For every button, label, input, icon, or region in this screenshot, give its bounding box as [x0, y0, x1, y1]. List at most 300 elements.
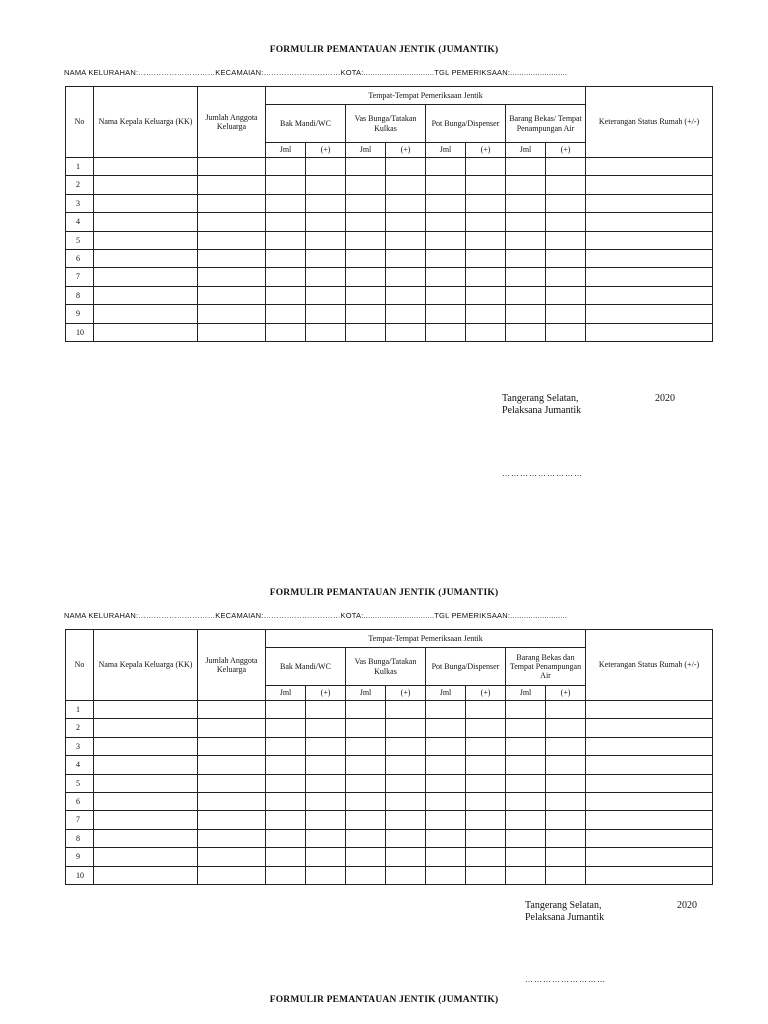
entry-cell[interactable]	[586, 756, 713, 774]
table-row	[66, 158, 713, 176]
table-row	[66, 231, 713, 249]
entry-cell[interactable]	[546, 158, 586, 176]
entry-cell[interactable]	[306, 176, 346, 194]
entry-cell[interactable]	[386, 701, 426, 719]
entry-cell[interactable]	[546, 792, 586, 810]
entry-cell[interactable]	[586, 737, 713, 755]
header-nama-kk: Nama Kepala Keluarga (KK)	[94, 87, 198, 158]
row-number: 9	[66, 305, 94, 323]
row-number: 7	[66, 811, 94, 829]
entry-cell[interactable]	[426, 792, 466, 810]
signature-role: Pelaksana Jumantik	[502, 405, 582, 416]
entry-cell[interactable]	[266, 756, 306, 774]
entry-cell[interactable]	[306, 866, 346, 884]
header-positive: (+)	[466, 143, 506, 158]
entry-cell[interactable]	[306, 756, 346, 774]
entry-cell[interactable]	[198, 268, 266, 286]
entry-cell[interactable]	[198, 286, 266, 304]
entry-cell[interactable]	[386, 829, 426, 847]
row-number: 8	[66, 829, 94, 847]
entry-cell[interactable]	[506, 158, 546, 176]
header-jumlah-anggota: Jumlah Anggota Keluarga	[198, 87, 266, 158]
entry-cell[interactable]	[586, 701, 713, 719]
entry-cell[interactable]	[586, 231, 713, 249]
entry-cell[interactable]	[198, 158, 266, 176]
entry-cell[interactable]	[266, 249, 306, 267]
entry-cell[interactable]	[198, 719, 266, 737]
table-row	[66, 774, 713, 792]
header-positive: (+)	[546, 143, 586, 158]
table-row	[66, 323, 713, 341]
header-no: No	[66, 87, 94, 158]
entry-cell[interactable]	[586, 305, 713, 323]
entry-cell[interactable]	[466, 158, 506, 176]
header-jml: Jml	[506, 143, 546, 158]
entry-cell[interactable]	[546, 701, 586, 719]
row-number: 10	[66, 323, 94, 341]
row-number: 7	[66, 268, 94, 286]
entry-cell[interactable]	[426, 286, 466, 304]
header-jumlah-anggota: Jumlah Anggota Keluarga	[198, 630, 266, 701]
entry-cell[interactable]	[266, 305, 306, 323]
entry-cell[interactable]	[426, 756, 466, 774]
entry-cell[interactable]	[466, 719, 506, 737]
entry-cell[interactable]	[198, 774, 266, 792]
inspection-table	[65, 86, 713, 342]
form-meta-line: NAMA KELURAHAN:…………………………KECAMAIAN:…………………………KOTA:...............................TGL PEMERIKSAAN:.........................	[64, 611, 568, 620]
entry-cell[interactable]	[546, 829, 586, 847]
entry-cell[interactable]	[94, 829, 198, 847]
entry-cell[interactable]	[466, 774, 506, 792]
entry-cell[interactable]	[426, 194, 466, 212]
entry-cell[interactable]	[506, 719, 546, 737]
table-row	[66, 829, 713, 847]
entry-cell[interactable]	[346, 323, 386, 341]
entry-cell[interactable]	[346, 866, 386, 884]
entry-cell[interactable]	[266, 866, 306, 884]
entry-cell[interactable]	[586, 323, 713, 341]
entry-cell[interactable]	[346, 719, 386, 737]
entry-cell[interactable]	[94, 811, 198, 829]
entry-cell[interactable]	[426, 176, 466, 194]
entry-cell[interactable]	[466, 792, 506, 810]
row-number: 2	[66, 719, 94, 737]
header-positive: (+)	[546, 686, 586, 701]
row-number: 10	[66, 866, 94, 884]
entry-cell[interactable]	[466, 213, 506, 231]
entry-cell[interactable]	[426, 323, 466, 341]
entry-cell[interactable]	[386, 737, 426, 755]
entry-cell[interactable]	[506, 194, 546, 212]
entry-cell[interactable]	[506, 305, 546, 323]
entry-cell[interactable]	[346, 811, 386, 829]
entry-cell[interactable]	[306, 737, 346, 755]
entry-cell[interactable]	[466, 268, 506, 286]
entry-cell[interactable]	[94, 268, 198, 286]
entry-cell[interactable]	[466, 249, 506, 267]
table-row	[66, 213, 713, 231]
entry-cell[interactable]	[198, 176, 266, 194]
entry-cell[interactable]	[546, 286, 586, 304]
table-row	[66, 249, 713, 267]
signature-line: ………………………	[525, 975, 606, 984]
entry-cell[interactable]	[386, 249, 426, 267]
header-jml: Jml	[506, 686, 546, 701]
entry-cell[interactable]	[506, 213, 546, 231]
entry-cell[interactable]	[386, 305, 426, 323]
entry-cell[interactable]	[306, 323, 346, 341]
entry-cell[interactable]	[306, 231, 346, 249]
entry-cell[interactable]	[198, 829, 266, 847]
entry-cell[interactable]	[586, 792, 713, 810]
row-number: 4	[66, 213, 94, 231]
entry-cell[interactable]	[94, 231, 198, 249]
table-row	[66, 194, 713, 212]
entry-cell[interactable]	[546, 866, 586, 884]
entry-cell[interactable]	[94, 176, 198, 194]
header-barang-bekas: Barang Bekas dan Tempat Penampungan Air	[506, 648, 586, 686]
entry-cell[interactable]	[94, 737, 198, 755]
entry-cell[interactable]	[94, 719, 198, 737]
entry-cell[interactable]	[346, 249, 386, 267]
table-row	[66, 737, 713, 755]
form-body	[66, 701, 713, 885]
entry-cell[interactable]	[546, 249, 586, 267]
entry-cell[interactable]	[426, 848, 466, 866]
entry-cell[interactable]	[386, 848, 426, 866]
entry-cell[interactable]	[198, 231, 266, 249]
table-row	[66, 286, 713, 304]
entry-cell[interactable]	[386, 756, 426, 774]
entry-cell[interactable]	[386, 866, 426, 884]
header-pot-bunga: Pot Bunga/Dispenser	[426, 105, 506, 143]
entry-cell[interactable]	[94, 158, 198, 176]
entry-cell[interactable]	[346, 774, 386, 792]
entry-cell[interactable]	[426, 866, 466, 884]
entry-cell[interactable]	[266, 268, 306, 286]
entry-cell[interactable]	[506, 323, 546, 341]
entry-cell[interactable]	[426, 829, 466, 847]
entry-cell[interactable]	[94, 848, 198, 866]
header-vas-bunga: Vas Bunga/Tatakan Kulkas	[346, 105, 426, 143]
entry-cell[interactable]	[346, 194, 386, 212]
header-no: No	[66, 630, 94, 701]
entry-cell[interactable]	[586, 176, 713, 194]
header-keterangan: Keterangan Status Rumah (+/-)	[586, 630, 713, 701]
entry-cell[interactable]	[346, 268, 386, 286]
entry-cell[interactable]	[386, 719, 426, 737]
entry-cell[interactable]	[386, 286, 426, 304]
entry-cell[interactable]	[306, 249, 346, 267]
entry-cell[interactable]	[546, 213, 586, 231]
entry-cell[interactable]	[466, 756, 506, 774]
entry-cell[interactable]	[306, 213, 346, 231]
entry-cell[interactable]	[94, 249, 198, 267]
entry-cell[interactable]	[306, 829, 346, 847]
entry-cell[interactable]	[346, 829, 386, 847]
entry-cell[interactable]	[266, 701, 306, 719]
entry-cell[interactable]	[386, 158, 426, 176]
inspection-table	[65, 629, 713, 885]
entry-cell[interactable]	[346, 158, 386, 176]
entry-cell[interactable]	[586, 719, 713, 737]
entry-cell[interactable]	[386, 792, 426, 810]
entry-cell[interactable]	[346, 286, 386, 304]
entry-cell[interactable]	[346, 176, 386, 194]
entry-cell[interactable]	[506, 286, 546, 304]
header-vas-bunga: Vas Bunga/Tatakan Kulkas	[346, 648, 426, 686]
form-title: FORMULIR PEMANTAUAN JENTIK (JUMANTIK)	[269, 588, 499, 598]
entry-cell[interactable]	[506, 249, 546, 267]
row-number: 3	[66, 737, 94, 755]
entry-cell[interactable]	[546, 756, 586, 774]
signature-year: 2020	[655, 393, 675, 404]
entry-cell[interactable]	[386, 268, 426, 286]
header-keterangan: Keterangan Status Rumah (+/-)	[586, 87, 713, 158]
header-positive: (+)	[306, 686, 346, 701]
entry-cell[interactable]	[546, 194, 586, 212]
entry-cell[interactable]	[306, 774, 346, 792]
entry-cell[interactable]	[306, 848, 346, 866]
entry-cell[interactable]	[506, 848, 546, 866]
entry-cell[interactable]	[506, 701, 546, 719]
entry-cell[interactable]	[266, 286, 306, 304]
row-number: 3	[66, 194, 94, 212]
entry-cell[interactable]	[586, 866, 713, 884]
entry-cell[interactable]	[306, 811, 346, 829]
entry-cell[interactable]	[466, 829, 506, 847]
entry-cell[interactable]	[426, 231, 466, 249]
entry-cell[interactable]	[506, 737, 546, 755]
entry-cell[interactable]	[346, 848, 386, 866]
entry-cell[interactable]	[586, 249, 713, 267]
table-row	[66, 176, 713, 194]
entry-cell[interactable]	[546, 811, 586, 829]
entry-cell[interactable]	[94, 774, 198, 792]
entry-cell[interactable]	[266, 194, 306, 212]
entry-cell[interactable]	[586, 811, 713, 829]
entry-cell[interactable]	[466, 866, 506, 884]
entry-cell[interactable]	[386, 231, 426, 249]
entry-cell[interactable]	[198, 792, 266, 810]
row-number: 1	[66, 701, 94, 719]
entry-cell[interactable]	[586, 213, 713, 231]
entry-cell[interactable]	[586, 774, 713, 792]
header-jml: Jml	[266, 686, 306, 701]
entry-cell[interactable]	[426, 305, 466, 323]
header-nama-kk: Nama Kepala Keluarga (KK)	[94, 630, 198, 701]
entry-cell[interactable]	[546, 323, 586, 341]
row-number: 4	[66, 756, 94, 774]
entry-cell[interactable]	[466, 231, 506, 249]
entry-cell[interactable]	[546, 231, 586, 249]
header-positive: (+)	[386, 143, 426, 158]
entry-cell[interactable]	[426, 701, 466, 719]
entry-cell[interactable]	[346, 231, 386, 249]
entry-cell[interactable]	[346, 756, 386, 774]
header-tempat-pemeriksaan: Tempat-Tempat Pemeriksaan Jentik	[266, 87, 586, 105]
entry-cell[interactable]	[386, 194, 426, 212]
entry-cell[interactable]	[586, 268, 713, 286]
table-row	[66, 719, 713, 737]
entry-cell[interactable]	[94, 323, 198, 341]
entry-cell[interactable]	[198, 811, 266, 829]
table-row	[66, 811, 713, 829]
entry-cell[interactable]	[94, 701, 198, 719]
header-jml: Jml	[426, 686, 466, 701]
header-positive: (+)	[386, 686, 426, 701]
header-jml: Jml	[346, 686, 386, 701]
form-body	[66, 158, 713, 342]
header-positive: (+)	[466, 686, 506, 701]
entry-cell[interactable]	[426, 774, 466, 792]
entry-cell[interactable]	[266, 792, 306, 810]
row-number: 5	[66, 774, 94, 792]
signature-place: Tangerang Selatan,	[525, 900, 602, 911]
header-tempat-pemeriksaan: Tempat-Tempat Pemeriksaan Jentik	[266, 630, 586, 648]
entry-cell[interactable]	[306, 719, 346, 737]
entry-cell[interactable]	[466, 194, 506, 212]
row-number: 1	[66, 158, 94, 176]
entry-cell[interactable]	[266, 176, 306, 194]
entry-cell[interactable]	[266, 829, 306, 847]
entry-cell[interactable]	[426, 811, 466, 829]
entry-cell[interactable]	[346, 792, 386, 810]
entry-cell[interactable]	[426, 737, 466, 755]
entry-cell[interactable]	[386, 176, 426, 194]
entry-cell[interactable]	[306, 792, 346, 810]
entry-cell[interactable]	[94, 866, 198, 884]
entry-cell[interactable]	[266, 231, 306, 249]
entry-cell[interactable]	[586, 829, 713, 847]
entry-cell[interactable]	[426, 719, 466, 737]
entry-cell[interactable]	[506, 792, 546, 810]
entry-cell[interactable]	[506, 829, 546, 847]
row-number: 2	[66, 176, 94, 194]
entry-cell[interactable]	[266, 213, 306, 231]
form-title: FORMULIR PEMANTAUAN JENTIK (JUMANTIK)	[269, 45, 499, 55]
signature-role: Pelaksana Jumantik	[525, 912, 605, 923]
entry-cell[interactable]	[306, 268, 346, 286]
entry-cell[interactable]	[546, 719, 586, 737]
entry-cell[interactable]	[466, 176, 506, 194]
table-row	[66, 756, 713, 774]
entry-cell[interactable]	[386, 213, 426, 231]
row-number: 5	[66, 231, 94, 249]
entry-cell[interactable]	[426, 158, 466, 176]
entry-cell[interactable]	[306, 701, 346, 719]
entry-cell[interactable]	[198, 323, 266, 341]
signature-year: 2020	[677, 900, 697, 911]
entry-cell[interactable]	[198, 305, 266, 323]
entry-cell[interactable]	[466, 737, 506, 755]
entry-cell[interactable]	[506, 866, 546, 884]
entry-cell[interactable]	[426, 268, 466, 286]
entry-cell[interactable]	[426, 213, 466, 231]
entry-cell[interactable]	[466, 701, 506, 719]
entry-cell[interactable]	[266, 719, 306, 737]
entry-cell[interactable]	[546, 305, 586, 323]
entry-cell[interactable]	[506, 268, 546, 286]
entry-cell[interactable]	[506, 231, 546, 249]
entry-cell[interactable]	[346, 737, 386, 755]
entry-cell[interactable]	[346, 701, 386, 719]
entry-cell[interactable]	[386, 811, 426, 829]
table-row	[66, 305, 713, 323]
entry-cell[interactable]	[198, 756, 266, 774]
entry-cell[interactable]	[198, 737, 266, 755]
entry-cell[interactable]	[386, 323, 426, 341]
header-jml: Jml	[346, 143, 386, 158]
entry-cell[interactable]	[198, 249, 266, 267]
entry-cell[interactable]	[546, 774, 586, 792]
entry-cell[interactable]	[466, 811, 506, 829]
entry-cell[interactable]	[586, 286, 713, 304]
entry-cell[interactable]	[346, 305, 386, 323]
entry-cell[interactable]	[198, 213, 266, 231]
entry-cell[interactable]	[586, 194, 713, 212]
entry-cell[interactable]	[466, 848, 506, 866]
entry-cell[interactable]	[198, 848, 266, 866]
entry-cell[interactable]	[266, 774, 306, 792]
entry-cell[interactable]	[506, 774, 546, 792]
entry-cell[interactable]	[306, 158, 346, 176]
entry-cell[interactable]	[198, 866, 266, 884]
header-positive: (+)	[306, 143, 346, 158]
entry-cell[interactable]	[198, 194, 266, 212]
header-jml: Jml	[426, 143, 466, 158]
entry-cell[interactable]	[506, 756, 546, 774]
entry-cell[interactable]	[94, 792, 198, 810]
entry-cell[interactable]	[466, 305, 506, 323]
row-number: 6	[66, 249, 94, 267]
entry-cell[interactable]	[94, 305, 198, 323]
entry-cell[interactable]	[306, 305, 346, 323]
header-pot-bunga: Pot Bunga/Dispenser	[426, 648, 506, 686]
entry-cell[interactable]	[346, 213, 386, 231]
entry-cell[interactable]	[546, 268, 586, 286]
entry-cell[interactable]	[546, 848, 586, 866]
table-row	[66, 701, 713, 719]
entry-cell[interactable]	[546, 176, 586, 194]
entry-cell[interactable]	[466, 323, 506, 341]
entry-cell[interactable]	[506, 176, 546, 194]
entry-cell[interactable]	[266, 323, 306, 341]
entry-cell[interactable]	[306, 286, 346, 304]
entry-cell[interactable]	[306, 194, 346, 212]
entry-cell[interactable]	[94, 213, 198, 231]
entry-cell[interactable]	[506, 811, 546, 829]
form-meta-line: NAMA KELURAHAN:…………………………KECAMAIAN:…………………………KOTA:...............................TGL PEMERIKSAAN:.........................	[64, 68, 568, 77]
entry-cell[interactable]	[266, 848, 306, 866]
entry-cell[interactable]	[94, 756, 198, 774]
entry-cell[interactable]	[266, 158, 306, 176]
entry-cell[interactable]	[266, 737, 306, 755]
entry-cell[interactable]	[198, 701, 266, 719]
row-number: 6	[66, 792, 94, 810]
entry-cell[interactable]	[386, 774, 426, 792]
entry-cell[interactable]	[94, 194, 198, 212]
header-bak-mandi: Bak Mandi/WC	[266, 648, 346, 686]
entry-cell[interactable]	[546, 737, 586, 755]
entry-cell[interactable]	[94, 286, 198, 304]
signature-place: Tangerang Selatan,	[502, 393, 579, 404]
entry-cell[interactable]	[266, 811, 306, 829]
entry-cell[interactable]	[426, 249, 466, 267]
entry-cell[interactable]	[586, 848, 713, 866]
entry-cell[interactable]	[466, 286, 506, 304]
entry-cell[interactable]	[586, 158, 713, 176]
